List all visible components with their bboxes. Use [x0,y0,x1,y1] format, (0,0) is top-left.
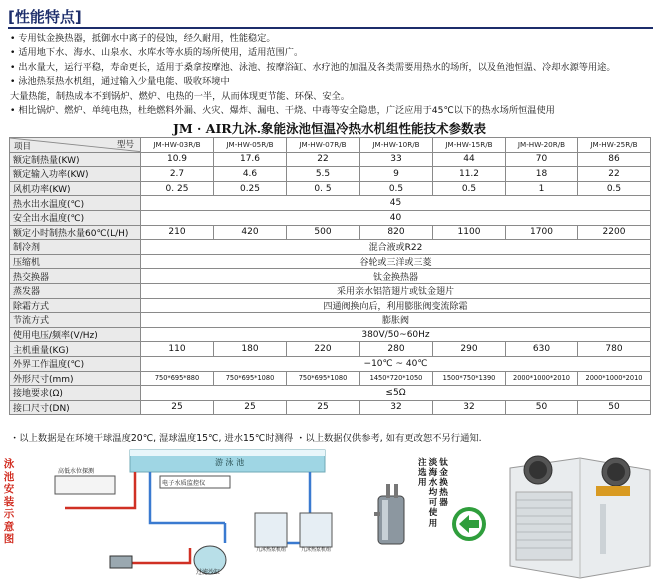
value-cell: 50 [506,400,578,415]
model-header-cell: JM-HW-10R/B [360,138,433,153]
merged-value-cell: 40 [141,210,651,225]
value-cell: 1 [506,181,578,196]
merged-value-cell: 混合液或R22 [141,240,651,255]
model-header-cell: JM-HW-25R/B [578,138,651,153]
section-title: [性能特点] [8,8,82,26]
value-cell: 420 [214,225,287,240]
sensor-label: 高低水位探测 [58,468,95,475]
row-label: 额定输入功率(KW) [10,167,141,182]
merged-value-cell: −10℃ ~ 40℃ [141,356,651,371]
value-cell: 32 [433,400,506,415]
model-header-cell: JM-HW-03R/B [141,138,214,153]
value-cell: 1500*750*1390 [433,371,506,386]
value-cell: 5.5 [287,167,360,182]
row-label: 外界工作温度(℃) [10,356,141,371]
arrow-left-icon [450,505,488,543]
merged-value-cell: 膨胀阀 [141,313,651,328]
value-cell: 2000*1000*2010 [578,371,651,386]
value-cell: 750*695*1080 [214,371,287,386]
header-corner-cell [10,138,141,153]
value-cell: 0.25 [214,181,287,196]
value-cell: 1100 [433,225,506,240]
titanium-exchanger-icon [372,482,410,550]
value-cell: 750*695*880 [141,371,214,386]
merged-value-cell: ≤5Ω [141,386,651,401]
unit-label-1: 九沐热泵机组 [256,547,287,553]
value-cell: 17.6 [214,152,287,167]
merged-value-cell: 380V/50~60Hz [141,327,651,342]
unit-label-2: 九沐热泵机组 [301,547,332,553]
exchanger-note-col-1: 注选用 [418,458,427,489]
table-row [10,210,651,225]
row-label: 安全出水温度(℃) [10,210,141,225]
table-row [10,400,651,415]
sensor-box [55,476,115,494]
value-cell: 1700 [506,225,578,240]
header-model-label: 型号 [116,140,134,150]
value-cell: 11.2 [433,167,506,182]
feature-line: • 相比锅炉、燃炉、单纯电热，杜绝燃料外漏、火灾、爆炸、漏电、干烧、中毒等安全隐患，广泛应用于45℃以下的热水场所恒温使用 [10,105,555,117]
row-label: 热交换器 [10,269,141,284]
title-divider [8,27,653,29]
value-cell: 86 [578,152,651,167]
merged-value-cell: 谷轮或三洋或三菱 [141,254,651,269]
value-cell: 500 [287,225,360,240]
exchanger-note [418,458,446,529]
value-cell: 9 [360,167,433,182]
pool-edge [130,450,325,456]
row-label: 节流方式 [10,313,141,328]
row-label: 接地要求(Ω) [10,386,141,401]
row-label: 接口尺寸(DN) [10,400,141,415]
merged-value-cell: 45 [141,196,651,211]
value-cell: 180 [214,342,287,357]
table-row [10,313,651,328]
heat-pump-unit-photo [500,448,658,581]
row-label: 额定小时制热水量60℃(L/H) [10,225,141,240]
value-cell: 210 [141,225,214,240]
merged-value-cell: 四通阀换向后，利用膨胀阀变流除霜 [141,298,651,313]
row-label: 压缩机 [10,254,141,269]
table-row [10,386,651,401]
row-label: 除霜方式 [10,298,141,313]
value-cell: 4.6 [214,167,287,182]
heat-pump-unit-2 [300,513,332,547]
table-row [10,196,651,211]
row-label: 额定制热量(KW) [10,152,141,167]
value-cell: 0.5 [360,181,433,196]
value-cell: 25 [141,400,214,415]
value-cell: 33 [360,152,433,167]
value-cell: 0.5 [578,181,651,196]
value-cell: 750*695*1080 [287,371,360,386]
table-row [10,269,651,284]
value-cell: 22 [287,152,360,167]
installation-diagram-label: 泳池安装示意图 [3,458,15,545]
heat-pump-unit-1 [255,513,287,547]
exchanger-note-col-2: 淡海水均可使用 [428,458,438,529]
row-label: 风机功率(KW) [10,181,141,196]
value-cell: 32 [360,400,433,415]
feature-line: • 泳池热泵热水机组，通过输入少量电能、吸收环境中 [10,76,230,88]
value-cell: 0. 25 [141,181,214,196]
value-cell: 25 [214,400,287,415]
pool-label: 游 泳 池 [215,458,245,467]
value-cell: 780 [578,342,651,357]
feature-line: • 出水量大，运行平稳，寿命更长，适用于桑拿按摩池、泳池、按摩浴缸、水疗池的加温及各类需要用热水的场所，以及鱼池恒温、冷却水源等用途。 [10,61,616,73]
value-cell: 110 [141,342,214,357]
table-title: JM · AIR九沐.象能泳池恒温冷热水机组性能技术参数表 [172,121,487,136]
value-cell: 25 [287,400,360,415]
value-cell: 630 [506,342,578,357]
controller-label: 电子水质监控仪 [162,480,206,487]
value-cell: 18 [506,167,578,182]
table-row [10,342,651,357]
value-cell: 820 [360,225,433,240]
footnote: ・以上数据是在环境干球温度20℃, 湿球温度15℃, 进水15℃时测得 ・以上数据仅供参考, 如有更改恕不另行通知. [10,433,482,444]
table-row [10,298,651,313]
spec-table [9,137,651,415]
table-header-row [10,138,651,153]
table-row [10,240,651,255]
value-cell: 0.5 [433,181,506,196]
table-row [10,283,651,298]
feature-line: • 适用地下水、海水、山泉水、水库水等水质的场所使用，适用范围广。 [10,47,304,59]
feature-list [10,32,655,118]
value-cell: 44 [433,152,506,167]
value-cell: 290 [433,342,506,357]
value-cell: 2200 [578,225,651,240]
table-row [10,181,651,196]
merged-value-cell: 采用亲水铝箔翅片或钛金翅片 [141,283,651,298]
table-row [10,225,651,240]
row-label: 制冷剂 [10,240,141,255]
value-cell: 2000*1000*2010 [506,371,578,386]
row-label: 使用电压/频率(V/Hz) [10,327,141,342]
row-label: 外形尺寸(mm) [10,371,141,386]
value-cell: 220 [287,342,360,357]
feature-line: 大量热能，制热成本不到锅炉、燃炉、电热的一半，从而体现更节能、环保、安全。 [10,90,350,102]
value-cell: 50 [578,400,651,415]
merged-value-cell: 钛金换热器 [141,269,651,284]
installation-diagram [10,448,340,578]
model-header-cell: JM-HW-15R/B [433,138,506,153]
value-cell: 280 [360,342,433,357]
filter-label: 过滤沙缸 [196,569,221,576]
value-cell: 22 [578,167,651,182]
exchanger-note-col-3: 钛金换热器 [439,458,448,509]
model-header-cell: JM-HW-07R/B [287,138,360,153]
value-cell: 70 [506,152,578,167]
header-item-label: 项目 [14,141,32,152]
row-label: 蒸发器 [10,283,141,298]
value-cell: 0. 5 [287,181,360,196]
row-label: 主机重量(KG) [10,342,141,357]
row-label: 热水出水温度(℃) [10,196,141,211]
table-row [10,356,651,371]
table-row [10,254,651,269]
table-row [10,167,651,182]
value-cell: 2.7 [141,167,214,182]
table-row [10,371,651,386]
feature-line: • 专用钛金换热器，抵御水中离子的侵蚀，经久耐用，性能稳定。 [10,33,276,44]
model-header-cell: JM-HW-05R/B [214,138,287,153]
value-cell: 1450*720*1050 [360,371,433,386]
model-header-cell: JM-HW-20R/B [506,138,578,153]
table-row [10,327,651,342]
table-row [10,152,651,167]
pump-shape [110,556,132,568]
value-cell: 10.9 [141,152,214,167]
